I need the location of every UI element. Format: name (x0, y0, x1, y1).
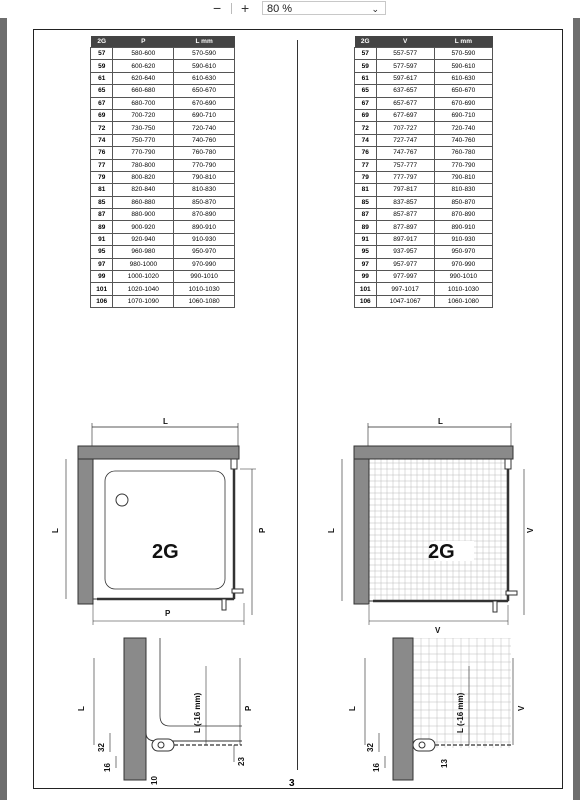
table-cell: 570-590 (434, 48, 492, 60)
table-cell: 91 (91, 233, 113, 245)
table-cell: 650-670 (434, 85, 492, 97)
table-cell: 750-770 (113, 134, 174, 146)
table-cell: 1000-1020 (113, 271, 174, 283)
table-cell: 700-720 (113, 109, 174, 121)
table-row (355, 134, 493, 146)
table-cell: 770-790 (174, 159, 235, 171)
table-cell: 680-700 (113, 97, 174, 109)
table-cell: 1047-1067 (376, 295, 434, 307)
table-cell: 820-840 (113, 184, 174, 196)
table-row (355, 159, 493, 171)
table-row (91, 97, 235, 109)
table-cell: 950-970 (174, 246, 235, 258)
table-row (91, 196, 235, 208)
handle-icon (232, 589, 243, 593)
wall-profile-icon (505, 459, 511, 469)
table-cell: 577-597 (376, 60, 434, 72)
table-cell: 65 (91, 85, 113, 97)
wall-profile-icon (231, 459, 237, 469)
wall-section (124, 638, 146, 780)
wall-left (78, 446, 93, 604)
dim-label-right: V (526, 527, 535, 533)
dim-label-bottom: V (435, 626, 441, 635)
handle-icon (506, 591, 517, 595)
column-header: L mm (174, 36, 235, 48)
table-cell: 747-767 (376, 147, 434, 159)
column-header: V (376, 36, 434, 48)
table-cell: 797-817 (376, 184, 434, 196)
tray-basin (105, 471, 225, 589)
table-cell: 69 (355, 109, 377, 121)
table-row (91, 85, 235, 97)
toolbar-separator (231, 3, 232, 14)
table-cell: 977-997 (376, 271, 434, 283)
table-cell: 61 (355, 72, 377, 84)
table-cell: 1060-1080 (174, 295, 235, 307)
dim-label-right: P (244, 705, 253, 711)
column-header: L mm (434, 36, 492, 48)
table-row (91, 271, 235, 283)
table-cell: 72 (91, 122, 113, 134)
table-cell: 69 (91, 109, 113, 121)
table-cell: 660-680 (113, 85, 174, 97)
table-cell: 97 (355, 258, 377, 270)
table-cell: 57 (91, 48, 113, 60)
table-cell: 74 (91, 134, 113, 146)
table-cell: 860-880 (113, 196, 174, 208)
dim-label-top: L (163, 417, 168, 426)
table-cell: 957-977 (376, 258, 434, 270)
table-cell: 59 (355, 60, 377, 72)
dim-label-23: 23 (237, 757, 246, 766)
table-row (91, 295, 235, 307)
table-cell: 1010-1030 (434, 283, 492, 295)
table-cell: 760-780 (434, 147, 492, 159)
table-cell: 590-610 (174, 60, 235, 72)
table-cell: 777-797 (376, 171, 434, 183)
table-cell: 677-697 (376, 109, 434, 121)
table-row (355, 196, 493, 208)
table-cell: 740-760 (174, 134, 235, 146)
table-row (91, 72, 235, 84)
dim-label-center: L (-16 mm) (456, 692, 465, 733)
table-cell: 101 (355, 283, 377, 295)
table-cell: 937-957 (376, 246, 434, 258)
dimension-table-p (90, 36, 235, 308)
table-cell: 650-670 (174, 85, 235, 97)
dim-label-left: L (348, 706, 357, 711)
table-row (91, 184, 235, 196)
pivot-icon (419, 742, 425, 748)
table-cell: 1020-1040 (113, 283, 174, 295)
zoom-in-button[interactable]: + (241, 0, 250, 16)
table-cell: 72 (355, 122, 377, 134)
table-cell: 74 (355, 134, 377, 146)
table-cell: 910-930 (174, 233, 235, 245)
table-header-row (355, 36, 493, 48)
table-row (355, 147, 493, 159)
table-row (91, 258, 235, 270)
table-cell: 67 (91, 97, 113, 109)
wall-top (78, 446, 239, 459)
table-cell: 610-630 (434, 72, 492, 84)
table-cell: 79 (355, 171, 377, 183)
diagram-title: 2G (428, 541, 455, 563)
table-cell: 790-810 (434, 171, 492, 183)
table-cell: 720-740 (434, 122, 492, 134)
column-divider (297, 40, 298, 770)
table-cell: 1070-1090 (113, 295, 174, 307)
pivot-icon (158, 742, 164, 748)
table-cell: 91 (355, 233, 377, 245)
page-number: 3 (289, 778, 295, 789)
table-row (91, 283, 235, 295)
table-cell: 597-617 (376, 72, 434, 84)
drain-icon (116, 494, 128, 506)
column-header: P (113, 36, 174, 48)
table-cell: 637-657 (376, 85, 434, 97)
table-cell: 106 (355, 295, 377, 307)
table-cell: 1060-1080 (434, 295, 492, 307)
table-cell: 990-1010 (174, 271, 235, 283)
dim-label-13: 13 (440, 759, 449, 768)
table-cell: 106 (91, 295, 113, 307)
table-cell: 720-740 (174, 122, 235, 134)
table-cell: 67 (355, 97, 377, 109)
table-cell: 557-577 (376, 48, 434, 60)
table-cell: 620-640 (113, 72, 174, 84)
table-cell: 97 (91, 258, 113, 270)
handle-icon (493, 601, 497, 612)
table-row (91, 48, 235, 60)
table-cell: 970-990 (174, 258, 235, 270)
table-cell: 900-920 (113, 221, 174, 233)
table-row (91, 134, 235, 146)
table-cell: 81 (355, 184, 377, 196)
zoom-level-value: 80 % (267, 3, 293, 15)
table-cell: 79 (91, 171, 113, 183)
dim-label-32: 32 (366, 743, 375, 752)
table-cell: 960-980 (113, 246, 174, 258)
document-page (7, 18, 573, 800)
dim-label-16: 16 (103, 763, 112, 772)
plan-diagram-p (51, 417, 282, 636)
wall-top (354, 446, 513, 459)
table-cell: 857-877 (376, 209, 434, 221)
table-row (355, 171, 493, 183)
table-cell: 600-620 (113, 60, 174, 72)
table-cell: 727-747 (376, 134, 434, 146)
table-cell: 85 (91, 196, 113, 208)
table-cell: 837-857 (376, 196, 434, 208)
table-cell: 850-870 (434, 196, 492, 208)
table-row (355, 60, 493, 72)
table-cell: 570-590 (174, 48, 235, 60)
table-cell: 85 (355, 196, 377, 208)
table-row (91, 60, 235, 72)
table-row (355, 295, 493, 307)
viewer-toolbar (0, 0, 580, 18)
table-header-row (91, 36, 235, 48)
table-row (91, 209, 235, 221)
table-cell: 87 (91, 209, 113, 221)
table-cell: 870-890 (174, 209, 235, 221)
zoom-level-select[interactable] (262, 1, 386, 15)
dim-label-center: L (-16 mm) (193, 692, 202, 733)
table-cell: 580-600 (113, 48, 174, 60)
table-row (355, 258, 493, 270)
table-cell: 760-780 (174, 147, 235, 159)
table-cell: 81 (91, 184, 113, 196)
table-cell: 730-750 (113, 122, 174, 134)
table-cell: 790-810 (174, 171, 235, 183)
handle-icon (222, 599, 226, 610)
table-cell: 970-990 (434, 258, 492, 270)
table-row (91, 221, 235, 233)
table-cell: 76 (91, 147, 113, 159)
table-cell: 997-1017 (376, 283, 434, 295)
table-cell: 57 (355, 48, 377, 60)
chevron-down-icon: ⌄ (371, 4, 379, 14)
table-cell: 670-690 (434, 97, 492, 109)
table-cell: 897-917 (376, 233, 434, 245)
table-cell: 87 (355, 209, 377, 221)
dim-label-right: P (258, 527, 267, 533)
table-row (91, 246, 235, 258)
table-cell: 980-1000 (113, 258, 174, 270)
zoom-out-button[interactable]: − (213, 0, 222, 16)
dim-label-16: 16 (372, 763, 381, 772)
table-row (355, 246, 493, 258)
detail-diagram-v (309, 638, 539, 788)
table-cell: 76 (355, 147, 377, 159)
table-cell: 950-970 (434, 246, 492, 258)
table-cell: 657-677 (376, 97, 434, 109)
dim-label-left: L (327, 528, 336, 533)
table-cell: 800-820 (113, 171, 174, 183)
wall-section (393, 638, 413, 780)
tiled-floor (369, 459, 508, 601)
table-row (355, 283, 493, 295)
diagram-title: 2G (152, 541, 179, 563)
detail-diagram-p (52, 638, 282, 788)
table-cell: 890-910 (434, 221, 492, 233)
table-cell: 590-610 (434, 60, 492, 72)
table-cell: 990-1010 (434, 271, 492, 283)
table-row (355, 48, 493, 60)
table-row (355, 221, 493, 233)
table-row (355, 109, 493, 121)
column-header: 2G (355, 36, 377, 48)
table-cell: 880-900 (113, 209, 174, 221)
table-cell: 920-940 (113, 233, 174, 245)
table-row (355, 85, 493, 97)
dim-label-top: L (438, 417, 443, 426)
table-row (91, 233, 235, 245)
table-cell: 65 (355, 85, 377, 97)
table-row (355, 209, 493, 221)
dim-label-10: 10 (150, 776, 159, 785)
table-cell: 810-830 (434, 184, 492, 196)
table-cell: 89 (91, 221, 113, 233)
table-cell: 59 (91, 60, 113, 72)
table-row (355, 72, 493, 84)
table-cell: 690-710 (174, 109, 235, 121)
column-header: 2G (91, 36, 113, 48)
table-row (355, 233, 493, 245)
table-cell: 707-727 (376, 122, 434, 134)
table-cell: 77 (91, 159, 113, 171)
table-cell: 610-630 (174, 72, 235, 84)
table-cell: 95 (355, 246, 377, 258)
plan-diagram-v (309, 417, 539, 636)
dim-label-left: L (51, 528, 60, 533)
table-cell: 77 (355, 159, 377, 171)
table-cell: 61 (91, 72, 113, 84)
table-row (355, 122, 493, 134)
table-cell: 99 (355, 271, 377, 283)
table-row (355, 271, 493, 283)
table-cell: 670-690 (174, 97, 235, 109)
table-cell: 740-760 (434, 134, 492, 146)
wall-left (354, 446, 369, 604)
table-cell: 757-777 (376, 159, 434, 171)
table-cell: 810-830 (174, 184, 235, 196)
dim-label-32: 32 (97, 743, 106, 752)
table-cell: 690-710 (434, 109, 492, 121)
table-cell: 1010-1030 (174, 283, 235, 295)
table-cell: 770-790 (434, 159, 492, 171)
table-cell: 890-910 (174, 221, 235, 233)
table-row (91, 109, 235, 121)
table-row (355, 184, 493, 196)
table-cell: 99 (91, 271, 113, 283)
table-row (355, 97, 493, 109)
dimension-table-v (354, 36, 493, 308)
table-row (91, 122, 235, 134)
table-cell: 101 (91, 283, 113, 295)
dim-label-bottom: P (165, 609, 171, 618)
table-cell: 870-890 (434, 209, 492, 221)
table-cell: 89 (355, 221, 377, 233)
table-cell: 850-870 (174, 196, 235, 208)
dim-label-right: V (517, 705, 526, 711)
table-cell: 877-897 (376, 221, 434, 233)
table-row (91, 147, 235, 159)
table-row (91, 171, 235, 183)
table-cell: 95 (91, 246, 113, 258)
table-cell: 780-800 (113, 159, 174, 171)
table-row (91, 159, 235, 171)
table-cell: 770-790 (113, 147, 174, 159)
dim-label-left: L (77, 706, 86, 711)
table-cell: 910-930 (434, 233, 492, 245)
